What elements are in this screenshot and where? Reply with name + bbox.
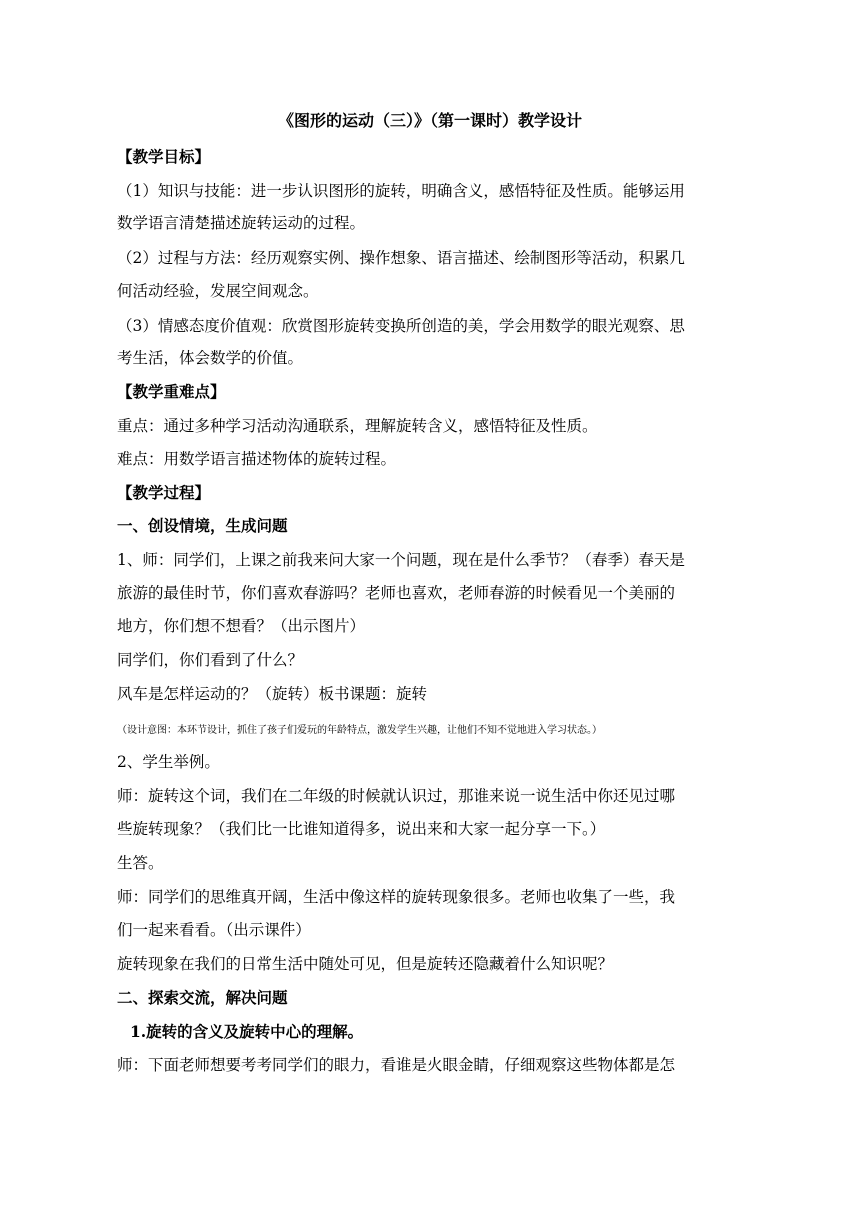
paragraph-1-line-5: 风车是怎样运动的？（旋转）板书课题：旋转 bbox=[117, 685, 428, 703]
objective-1-line-2: 数学语言清楚描述旋转运动的过程。 bbox=[117, 214, 366, 232]
paragraph-2-line-2: 师：旋转这个词，我们在二年级的时候就认识过，那谁来说一说生活中你还见过哪 bbox=[117, 787, 676, 805]
paragraph-1-line-1: 1、师：同学们，上课之前我来问大家一个问题，现在是什么季节？（春季）春天是 bbox=[117, 551, 685, 569]
paragraph-3-line-1: 师：下面老师想要考考同学们的眼力，看谁是火眼金睛，仔细观察这些物体都是怎 bbox=[117, 1056, 676, 1074]
paragraph-1-line-2: 旅游的最佳时节，你们喜欢春游吗？老师也喜欢，老师春游的时候看见一个美丽的 bbox=[117, 584, 676, 602]
objectives-heading: 【教学目标】 bbox=[117, 147, 211, 166]
objective-2-line-2: 何活动经验，发展空间观念。 bbox=[117, 282, 319, 300]
subsection-1-heading: 1.旋转的含义及旋转中心的理解。 bbox=[130, 1022, 364, 1041]
difficult-point: 难点：用数学语言描述物体的旋转过程。 bbox=[117, 450, 397, 468]
paragraph-2-line-4: 生答。 bbox=[117, 854, 164, 872]
part-1-heading: 一、创设情境，生成问题 bbox=[117, 516, 288, 535]
objective-2-line-1: （2）过程与方法：经历观察实例、操作想象、语言描述、绘制图形等活动，积累几 bbox=[117, 249, 685, 267]
key-point: 重点：通过多种学习活动沟通联系，理解旋转含义，感悟特征及性质。 bbox=[117, 417, 598, 435]
paragraph-1-line-3: 地方，你们想不想看？（出示图片） bbox=[117, 617, 366, 635]
paragraph-1-line-4: 同学们，你们看到了什么？ bbox=[117, 651, 304, 669]
document-title: 《图形的运动（三）》（第一课时）教学设计 bbox=[277, 111, 582, 130]
objective-3-line-2: 考生活，体会数学的价值。 bbox=[117, 349, 304, 367]
paragraph-2-line-7: 旋转现象在我们的日常生活中随处可见，但是旋转还隐藏着什么知识呢？ bbox=[117, 955, 614, 973]
design-note: （设计意图：本环节设计，抓住了孩子们爱玩的年龄特点，激发学生兴趣，让他们不知不觉地进入学习状态。） bbox=[117, 725, 602, 736]
keypoints-heading: 【教学重难点】 bbox=[117, 382, 226, 401]
paragraph-2-line-6: 们一起来看看。（出示课件） bbox=[117, 921, 311, 939]
paragraph-2-line-1: 2、学生举例。 bbox=[117, 753, 220, 771]
process-heading: 【教学过程】 bbox=[117, 483, 211, 502]
objective-3-line-1: （3）情感态度价值观：欣赏图形旋转变换所创造的美，学会用数学的眼光观察、思 bbox=[117, 317, 685, 335]
paragraph-2-line-3: 些旋转现象？（我们比一比谁知道得多，说出来和大家一起分享一下。） bbox=[117, 820, 606, 838]
part-2-heading: 二、探索交流，解决问题 bbox=[117, 988, 288, 1007]
objective-1-line-1: （1）知识与技能：进一步认识图形的旋转，明确含义，感悟特征及性质。能够运用 bbox=[117, 182, 685, 200]
paragraph-2-line-5: 师：同学们的思维真开阔，生活中像这样的旋转现象很多。老师也收集了一些，我 bbox=[117, 888, 676, 906]
